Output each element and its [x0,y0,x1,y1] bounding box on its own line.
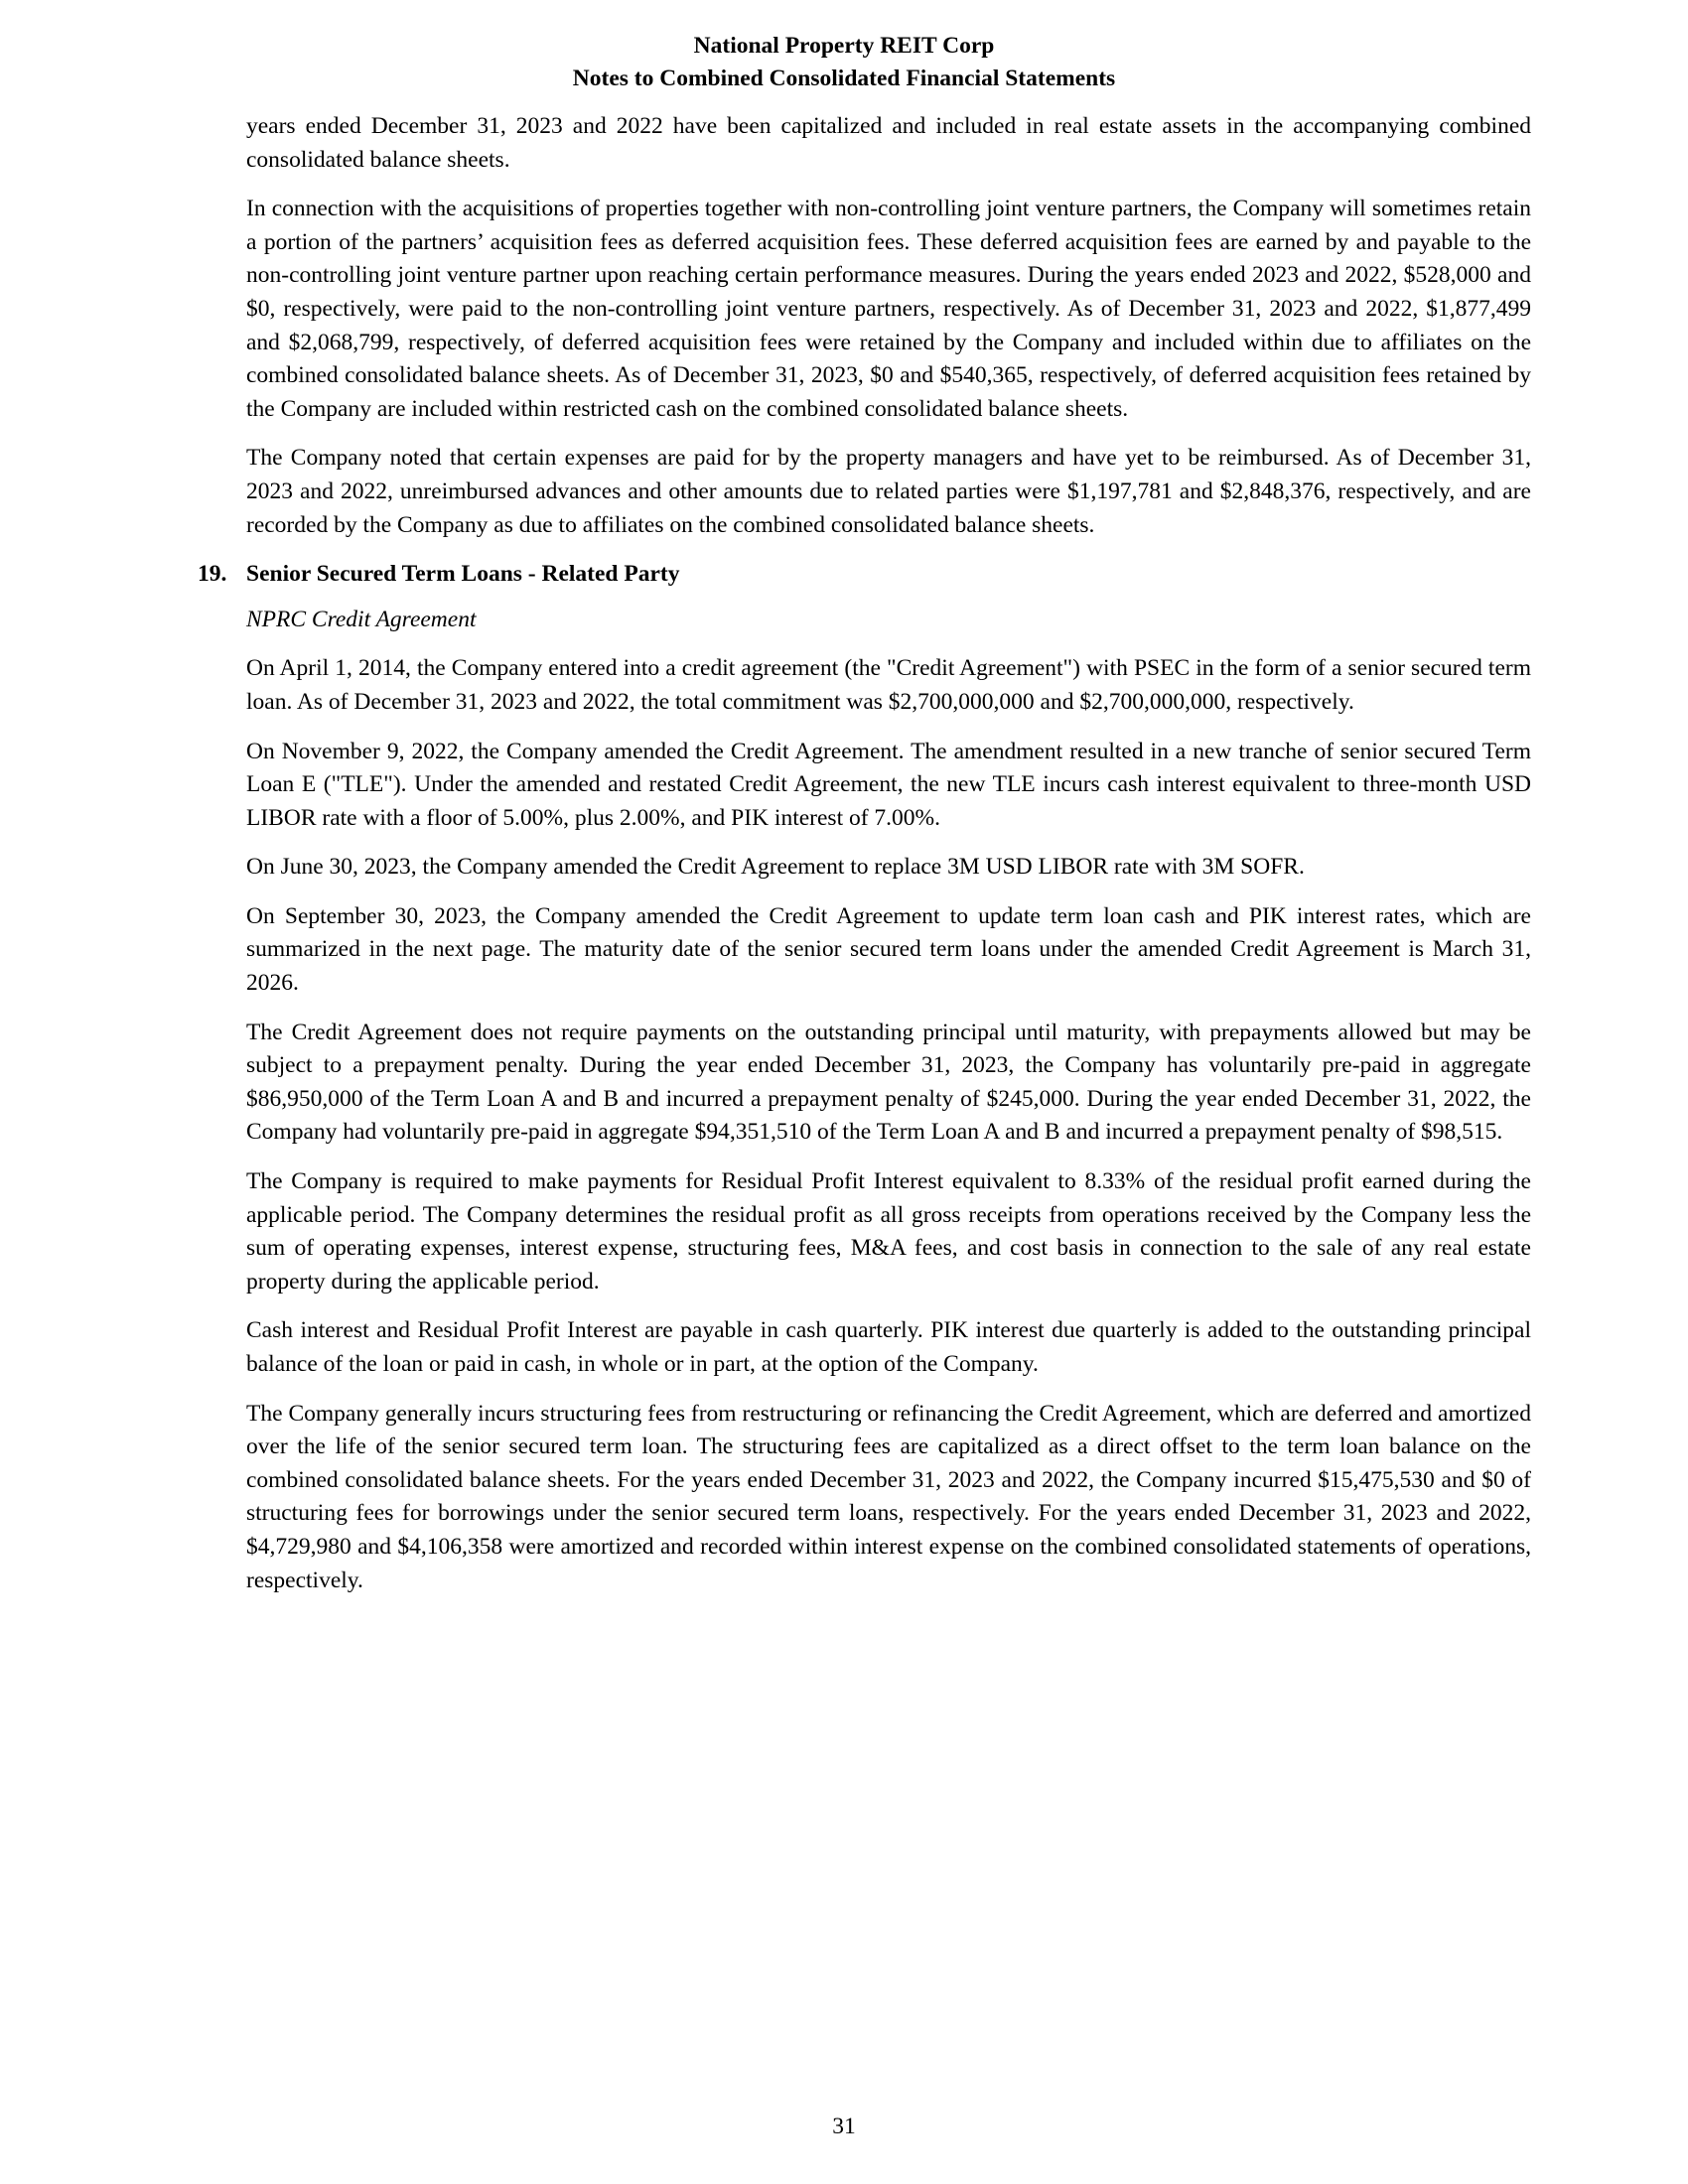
paragraph-prepayments: The Credit Agreement does not require payments on the outstanding principal until maturity, with prepayments allowed but may be subject to a prepayment penalty. During the year ended December 31, 2023, the Company has voluntarily pre-paid in aggregate $86,950,000 of the Term Loan A and B and incurred a prepayment penalty of $245,000. During the year ended December 31, 2022, the Company had voluntarily pre-paid in aggregate $94,351,510 of the Term Loan A and B and incurred a prepayment penalty of $98,515. [246,1019,1531,1146]
page-header [0,30,1688,95]
paragraph-deferred-acquisition-fees: In connection with the acquisitions of properties together with non-controlling joint venture partners, the Company will sometimes retain a portion of the partners’ acquisition fees as deferred acquisition fees. These deferred acquisition fees are earned by and payable to the non-controlling joint venture partner upon reaching certain performance measures. During the years ended 2023 and 2022, $528,000 and $0, respectively, were paid to the non-controlling joint venture partners, respectively. As of December 31, 2023 and 2022, $1,877,499 and $2,068,799, respectively, of deferred acquisition fees were retained by the Company and included within due to affiliates on the combined consolidated balance sheets. As of December 31, 2023, $0 and $540,365, respectively, of deferred acquisition fees retained by the Company are included within restricted cash on the combined consolidated balance sheets. [246,196,1531,422]
subsection-heading: NPRC Credit Agreement [246,606,477,632]
paragraph-residual-profit-interest: The Company is required to make payments for Residual Profit Interest equivalent to 8.33% of the residual profit earned during the applicable period. The Company determines the residual profit as all gross receipts from operations received by the Company less the sum of operating expenses, interest expense, structuring fees, M&A fees, and cost basis in connection to the sale of any real estate property during the applicable period. [246,1168,1531,1295]
paragraph-structuring-fees: The Company generally incurs structuring fees from restructuring or refinancing the Credit Agreement, which are deferred and amortized over the life of the senior secured term loan. The structuring fees are capitalized as a direct offset to the term loan balance on the combined consolidated balance sheets. For the years ended December 31, 2023 and 2022, the Company incurred $15,475,530 and $0 of structuring fees for borrowings under the senior secured term loans, respectively. For the years ended December 31, 2023 and 2022, $4,729,980 and $4,106,358 were amortized and recorded within interest expense on the combined consolidated statements of operations, respectively. [246,1400,1531,1593]
page-number: 31 [832,2114,856,2139]
paragraph-capitalized-fees: years ended December 31, 2023 and 2022 have been capitalized and included in real estate assets in the accompanying combined consolidated balance sheets. [246,113,1531,173]
document-subtitle: Notes to Combined Consolidated Financial Statements [572,66,1116,91]
document-body [198,110,1531,1613]
paragraph-amendment-sep-2023: On September 30, 2023, the Company amended the Credit Agreement to update term loan cash and PIK interest rates, which are summarized in the next page. The maturity date of the senior secured term loans under the amended Credit Agreement is March 31, 2026. [246,902,1531,997]
section-number: 19. [198,561,227,588]
paragraph-amendment-nov-2022: On November 9, 2022, the Company amended the Credit Agreement. The amendment resulted in a new tranche of senior secured Term Loan E ("TLE"). Under the amended and restated Credit Agreement, the new TLE incurs cash interest equivalent to three-month USD LIBOR rate with a floor of 5.00%, plus 2.00%, and PIK interest of 7.00%. [246,738,1531,831]
paragraph-credit-agreement: On April 1, 2014, the Company entered into a credit agreement (the "Credit Agreement") with PSEC in the form of a senior secured term loan. As of December 31, 2023 and 2022, the total commitment was $2,700,000,000 and $2,700,000,000, respectively. [246,655,1531,715]
paragraph-cash-interest: Cash interest and Residual Profit Interest are payable in cash quarterly. PIK interest due quarterly is added to the outstanding principal balance of the loan or paid in cash, in whole or in part, at the option of the Company. [246,1317,1531,1377]
company-name: National Property REIT Corp [693,33,995,59]
paragraph-unreimbursed-advances: The Company noted that certain expenses are paid for by the property managers and have yet to be reimbursed. As of December 31, 2023 and 2022, unreimbursed advances and other amounts due to related parties were $1,197,781 and $2,848,376, respectively, and are recorded by the Company as due to affiliates on the combined consolidated balance sheets. [246,445,1531,538]
section-heading [198,558,1531,592]
section-title: Senior Secured Term Loans - Related Party [246,561,680,588]
paragraph-amendment-jun-2023: On June 30, 2023, the Company amended the Credit Agreement to replace 3M USD LIBOR rate with 3M SOFR. [246,854,1305,881]
